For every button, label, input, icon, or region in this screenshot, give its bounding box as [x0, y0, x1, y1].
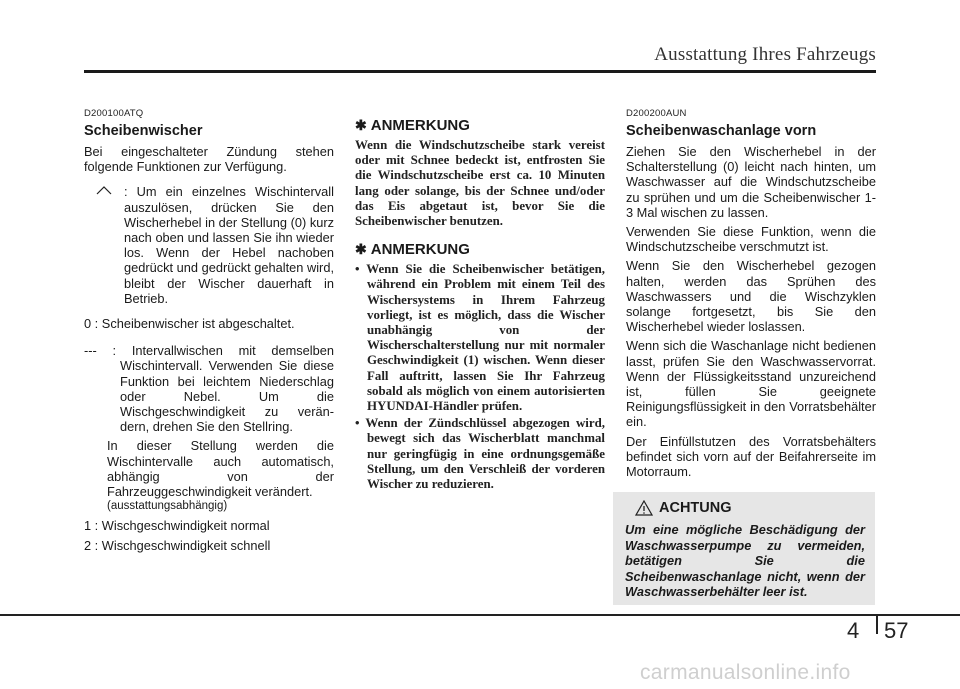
warning-triangle-icon	[635, 500, 653, 516]
paragraph: Wenn Sie den Wischerhebel gezogen halten, werden das Sprühen des Waschwassers und die Wischzyklen solange fortgesetzt, bis Sie den Wischerhebel wieder loslassen.	[626, 258, 876, 335]
paragraph: Der Einfüllstutzen des Vorratsbehälters befindet sich vorn auf der Beifahrerseite im Motorraum.	[626, 433, 876, 480]
item-interval: --- : Intervallwischen mit demselben Wischintervall. Verwenden Sie diese Funktion bei leichtem Niederschlag oder Nebel. Um die Wischgeschwindigkeit zu verän- dern, drehen Sie den Stellring.	[84, 343, 334, 435]
item-interval-note: (ausstattungsabhängig)	[107, 500, 228, 513]
note-heading-2	[355, 241, 605, 258]
paragraph: Ziehen Sie den Wischerhebel in der Schalterstellung (0) leicht nach hinten, um Waschwasser auf die Windschutzscheibe zu sprühen und um die Scheibenwischer 1-3 Mal wischen zu lassen.	[626, 144, 876, 220]
section-code: D200200AUN	[626, 108, 687, 119]
middle-column	[355, 113, 605, 494]
item-1: 1 : Wischgeschwindigkeit normal	[84, 518, 270, 534]
note-star-icon: ✱	[355, 117, 367, 133]
footer-divider	[876, 614, 878, 634]
note-bullet-list	[355, 262, 605, 492]
left-column	[84, 108, 334, 557]
note-star-icon: ✱	[355, 241, 367, 258]
note-title-1: ANMERKUNG	[370, 117, 470, 134]
intro-paragraph: Bei eingeschalteter Zündung stehen folgende Funktionen zur Verfügung.	[84, 144, 334, 175]
note-title-2: ANMERKUNG	[370, 241, 470, 259]
list-item: • Wenn Sie die Scheibenwischer betätigen, während ein Problem mit einem Teil des Wischersystems in Ihrem Fahrzeug vorliegt, ist es möglich, dass die Wischer unabhängig von der Wischerschalterstellung nur mit normaler Geschwindigkeit (1) wischen. Wenn dieser Fall auftritt, lassen Sie Ihr Fahrzeug sobald als möglich von einem autorisierten HYUNDAI-Händler prüfen.	[355, 262, 605, 414]
section-title: Scheibenwaschanlage vorn	[626, 123, 817, 139]
warning-heading	[635, 500, 732, 516]
running-header-title: Ausstattung Ihres Fahrzeugs	[654, 44, 876, 65]
item-interval-extra: In dieser Stellung werden die Wischintervalle auch automatisch, abhängig von der Fahrzeuggeschwindigkeit verändert.	[107, 438, 334, 500]
up-arrow-icon	[84, 184, 124, 310]
paragraph: Verwenden Sie diese Funktion, wenn die Windschutzscheibe verschmutzt ist.	[626, 224, 876, 255]
arrow-item	[84, 184, 334, 310]
chapter-number: 4	[847, 618, 860, 643]
list-item: • Wenn der Zündschlüssel abgezogen wird, bewegt sich das Wischerblatt manchmal nur geringfügig in eine ordnungsgemäße Stellung, um den Verschleiß der vorderen Wischer zu reduzieren.	[355, 416, 605, 492]
page-number: 57	[884, 618, 909, 643]
right-column	[626, 108, 876, 483]
note-text-1: Wenn die Windschutzscheibe stark vereist oder mit Schnee bedeckt ist, entfrosten Sie die Windschutzscheibe erst ca. 10 Minuten lang oder solange, bis der Schnee und/oder das Eis abgetaut ist, bevor Sie die Scheibenwischer benutzen.	[355, 138, 605, 229]
item-2: 2 : Wischgeschwindigkeit schnell	[84, 537, 271, 553]
paragraph: Wenn sich die Waschanlage nicht bedienen lasst, prüfen Sie den Waschwasservorrat. Wenn der Flüssigkeitsstand unzureichend ist, füllen Sie geeignete Reinigungsflüssigkeit in den Vorratsbehälter ein.	[626, 338, 876, 430]
arrow-item-text: : Um ein einzelnes Wischintervall auszulösen, drücken Sie den Wischerhebel in der Stellung (0) kurz nach oben und lassen Sie ihn wieder los. Wenn der Hebel nachoben gedrückt und gedrückt gehalten wird, bleibt der Wischer dauerhaft in Betrieb.	[124, 184, 334, 306]
note-heading-1	[355, 117, 605, 134]
item-0: 0 : Scheibenwischer ist abgeschaltet.	[84, 316, 295, 332]
watermark: carmanualsonline.info	[640, 661, 851, 684]
footer-rule	[0, 614, 960, 616]
warning-text: Um eine mögliche Beschädigung der Waschwasserpumpe zu vermeiden, betätigen Sie die Scheibenwaschanlage nicht, wenn der Waschwasserbehälter leer ist.	[625, 522, 865, 600]
section-title: Scheibenwischer	[84, 123, 203, 139]
header-rule	[84, 70, 876, 73]
warning-title: ACHTUNG	[659, 500, 732, 516]
warning-box	[613, 492, 875, 605]
section-code: D200100ATQ	[84, 108, 144, 119]
